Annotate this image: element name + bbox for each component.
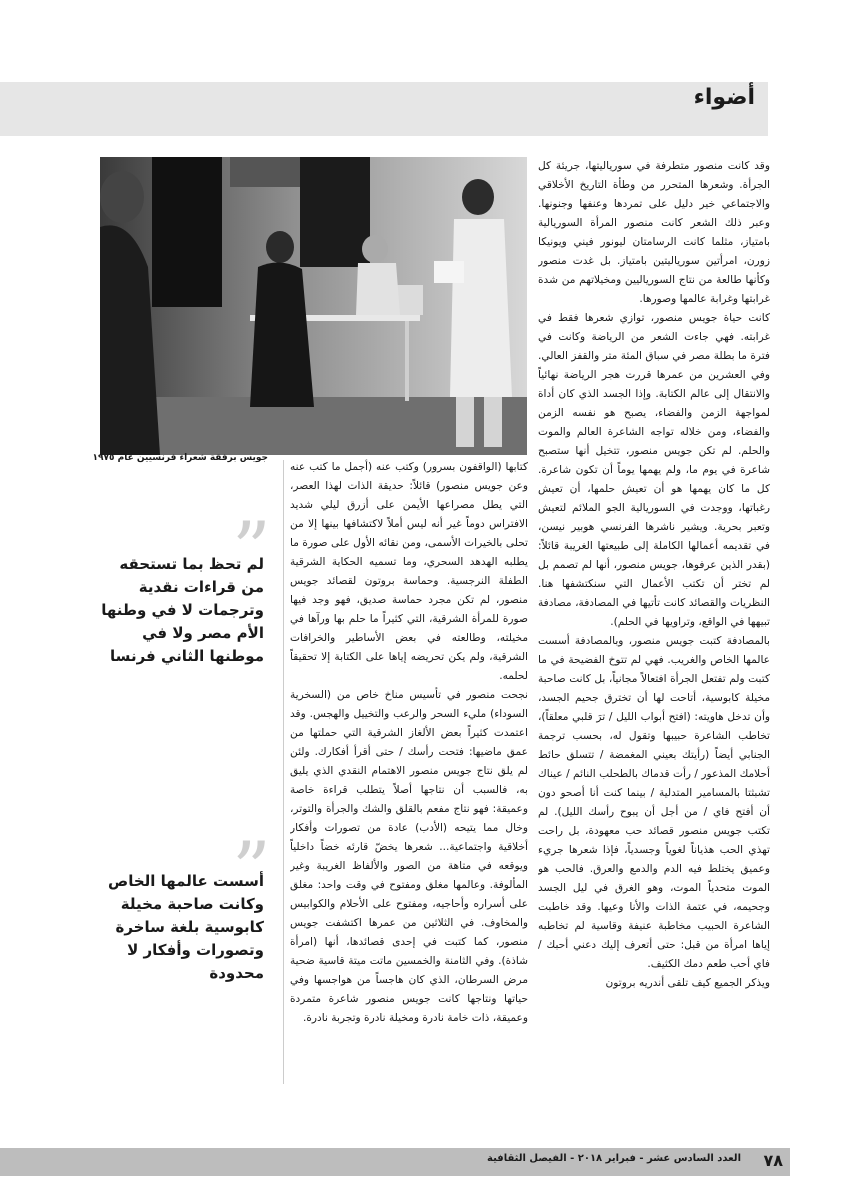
- article-column-middle: [290, 458, 528, 1086]
- article-paragraph: نجحت منصور في تأسيس مناخ خاص من (السخرية السوداء) مليء السحر والرعب والتخييل والهجس. وقد اعتمدت كثيراً بعض الألغاز الشرقية التي حملتها من عمق ماضيها: فتحت رأسك / حتى أقرأ أفكارك. ولئن لم يلق نتاج جويس منصور الاهتمام النقدي الذي يليق به، فالسبب أن نتاجها أصلاً يتطلب قراءة خاصة وعميقة: فهو نتاج مفعم بالقلق والشك والجرأة والتوتر، وخال مما يتيحه (الأدب) عادة من تصورات وأفكار أخلاقية واجتماعية... شعرها يخضّ قارئه خضاً داخلياً ويوقعه في متاهة من الصور والألفاظ الغريبة وغير المألوفة. وعالمها مغلق ومفتوح في وقت واحد: مغلق على أسراره وأحاجيه، ومفتوح على الأحلام والكوابيس والمخاوف. في الثلاثين من عمرها اكتشفت جويس منصور، كما كتبت في إحدى قصائدها، أنها (امرأة شاذة). وفي الثامنة والخمسين ماتت ميتة قاسية ضحية مرض السرطان، الذي كان هاجساً من هواجسها وفي حياتها ونتاجها كانت جويس منصور شاعرة متمردة وعميقة، ذات خامة نادرة ومخيلة نادرة وتجربة نادرة.: [290, 689, 528, 1024]
- quote-mark-icon: ”: [232, 825, 271, 914]
- column-divider: [283, 460, 284, 1084]
- page-number: ٧٨: [763, 1151, 783, 1170]
- pull-quote: لم تحظ بما تستحقه من قراءات نقدية وترجمات لا في وطنها الأم مصر ولا في موطنها الثاني فرنسا: [101, 555, 264, 665]
- article-paragraph: كانت حياة جويس منصور، توازي شعرها فقط في غرابته. فهي جاءت الشعر من الرياضة وكانت في فترة ما بطلة مصر في سباق المئة متر والقفز العالي. وفي العشرين من عمرها قررت هجر الرياضة نهائياً والانتقال إلى عالم الكتابة. وإذا الجسد الذي كان أداة لمواجهة الزمن والفضاء، يصبح هو نفسه الزمن والفضاء، ومن خلاله تواجه الشاعرة العالم والموت والحلم. لم تكن جويس منصور، تتخيل أنها ستصبح شاعرة في يوم ما، ولم يهمها يوماً أن تكون شاعرة. كل ما كان يهمها هو أن تعيش حلمها، أن تعيش رغباتها، ووجدت في السوريالية الجو الملائم لتعيش وتعبر بحرية. ويشير ناشرها الفرنسي هوبير نيسن، في تقديمه أعمالها الكاملة إلى طبيعتها الغريبة قائلاً: (بقدر الذين عرفوها، جويس منصور، أنها لم تصمم بل لم تختر أن تكتب الأعمال التي سنكتشفها هنا. النظريات والقصائد كانت تأتيها في المصادفة، مصادفة تبيهها في الواقع، وتراويها في الحلم).: [538, 312, 770, 628]
- article-photo: [100, 157, 527, 455]
- article-paragraph: كتابها (الواقفون بسرور) وكتب عنه (أجمل ما كتب عنه وعن جويس منصور) قائلاً: حديقة الذات لهذا العصر، التي يطل مصراعها الأيمن على أزرق ليلي شديد الافتراس دوماً غير أنه ليس أملاً لاكتشافها بينها إلا من تحلى بالخيرات الأسمى، ومن نقائه الأول على صورة ما يطلبه الهدهد السحري، وما تسميه الحكاية الشرقية الطفلة النرجسية. وحماسة بروتون لقصائد جويس منصور، لم تكن مجرد حماسة صديق، فهو وجد فيها صورة للمرأة الشرقية، التي كثيراً ما حلم بها ورآها في مخيلته، وطالعته في بعض الأساطير والخرافات الشرقية، ولم يكن تحريضه إياها على الكتابة إلا تحقيقاً لحلمه.: [290, 461, 528, 682]
- article-column-right: [538, 157, 770, 1087]
- article-paragraph: بالمصادفة كتبت جويس منصور، وبالمصادفة أسست عالمها الخاص والغريب. فهي لم تتوخ الفضيحة في ما كتبت ولم تفتعل الجرأة افتعالاً مجانياً، بل كانت صاحبة مخيلة كابوسية، أتاحت لها أن تخترق جحيم الجسد، وأن تدخل هاويته: (افتح أبواب الليل / ترَ قلبي معلقاً)، تخاطب الشاعرة حبيبها وتقول له، بحسب ترجمة الجنابي أيضاً (رأيتك بعيني المغمضة / تتسلق حائط أحلامك المذعور / رأت قدماك بالطحلب النائم / عيناك تشبثتا بالمسامير المتدلية / بينما كنت أنا أصحو دون أن أفتح فاي / من أجل أن يبوح رأسك الليل). لم تكتب جويس منصور قصائد حب معهودة، بل راحت تهذي الحب هذياناً لغوياً وجسدياً، فإذا شعرها جريء وعميق يختلط فيه الدم والدمع والعرق. فالحب هو الموت متحدياً الموت، وهو الغرق في ليل الجسد وجحيمه، في عتمة الذات والأنا وعيها. وقد خاطبت الشاعرة الحبيب مخاطبة عنيفة وقاسية لم تخاطبه إياها امرأة من قبل: حتى أتعرف إليك دعني أحبك / فاي أحب طعم دمك الكثيف.: [538, 635, 770, 970]
- photo-caption: جويس برفقة شعراء فرنسيين عام ١٩٧٥: [92, 453, 268, 463]
- pull-quote: أسست عالمها الخاص وكانت صاحبة مخيلة كابوسية بلغة ساخرة وتصورات وأفكار لا محدودة: [108, 872, 264, 982]
- article-paragraph: ويذكر الجميع كيف تلقى أندريه بروتون: [605, 977, 770, 989]
- section-header-bar: [0, 82, 768, 136]
- photo-illustration: [100, 157, 527, 455]
- quote-mark-icon: ”: [232, 505, 271, 594]
- article-paragraph: وقد كانت منصور متطرفة في سورياليتها، جريئة كل الجرأة. وشعرها المتحرر من وطأة التاريخ الأخلاقي والاجتماعي خير دليل على تمردها وعنفها وجنونها. وعبر ذلك الشعر كانت منصور المرأة السوريالية بامتياز، مثلما كانت الرسامتان ليونور فيني ويونيكا زورن، امرأتين سورياليتين بامتياز. بل غدت منصور وكأنها طالعة من نتاج السورياليين ومخيلاتهم من شدة غرابتها وغرابة عالمها وصورها.: [538, 160, 770, 305]
- footer-issue-text: العدد السادس عشر - فبراير ٢٠١٨ - الفيصل الثقافية: [487, 1153, 741, 1164]
- section-title: أضواء: [693, 85, 755, 110]
